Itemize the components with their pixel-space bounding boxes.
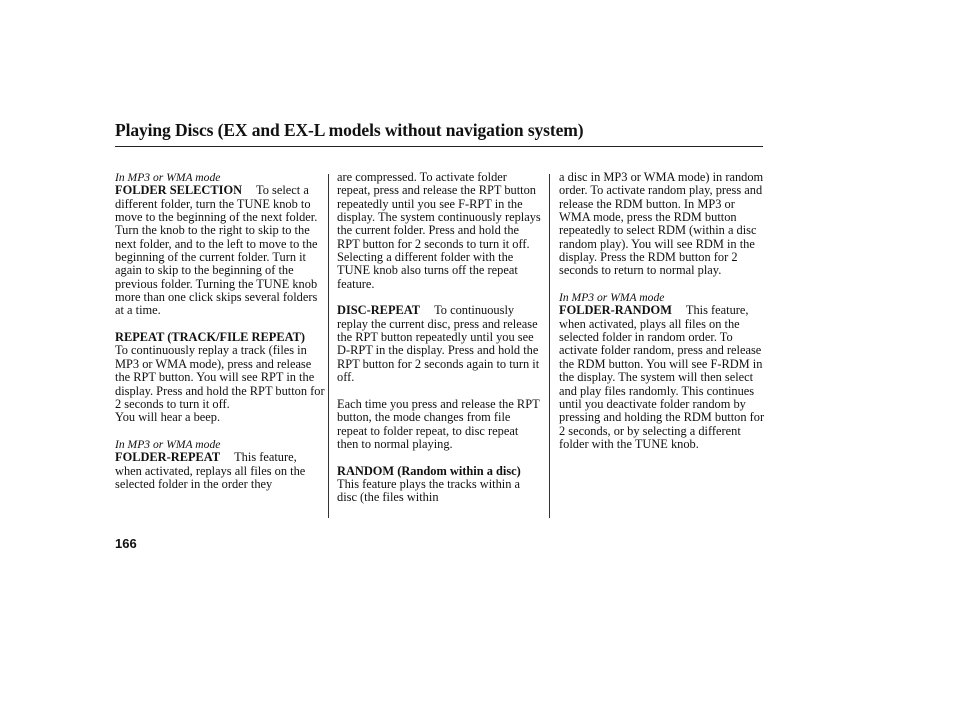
mode-label: In MP3 or WMA mode <box>115 437 221 451</box>
section-folder-repeat <box>115 438 325 491</box>
paragraph: are compressed. To activate folder repeat, press and release the RPT button repeatedly until you see F-RPT in the display. The system continuously replays the current folder. Press and hold the RPT button for 2 seconds to turn it off. Selecting a different folder with the TUNE knob also turns off the repeat feature. <box>337 170 541 291</box>
section-random <box>337 465 542 505</box>
paragraph: a disc in MP3 or WMA mode) in random order. To activate random play, press and release the RDM button. In MP3 or WMA mode, press the RDM button repeatedly to select RDM (within a disc random play). You will see RDM in the display. Press the RDM button for 2 seconds to return to normal play. <box>559 170 764 278</box>
section-heading: DISC-REPEAT <box>337 303 421 318</box>
mode-label: In MP3 or WMA mode <box>115 171 221 184</box>
section-folder-selection <box>115 171 325 318</box>
section-disc-repeat <box>337 304 542 384</box>
section-body: To continuously replay a track (files in MP3 or WMA mode), press and release the RPT button. You will see RPT in the display. Press and hold the RPT button for 2 seconds to turn it off. <box>115 343 325 411</box>
section-repeat <box>115 331 325 424</box>
section-heading: FOLDER SELECTION <box>115 183 243 198</box>
section-folder-random <box>559 291 765 451</box>
column-3 <box>559 171 765 465</box>
section-heading: FOLDER-REPEAT <box>115 450 221 465</box>
column-2 <box>337 171 542 518</box>
section-heading: REPEAT (TRACK/FILE REPEAT) <box>115 330 306 345</box>
section-body: This feature plays the tracks within a disc (the files within <box>337 476 521 505</box>
section-body: To select a different folder, turn the TUNE knob to move to the beginning of the next folder. Turn the knob to the right to skip to the next folder, and to the left to move to the beginning of the current folder. Turn it again to skip to the beginning of the previous folder. Turning the TUNE knob more than one click skips several folders at a time. <box>115 183 318 318</box>
section-body: This feature, when activated, plays all files on the selected folder in random order. To activate folder random, press and release the RDM button. You will see F-RDM in the display. The system will then select and play files randomly. This continues until you deactivate folder random by pressing and holding the RDM button for 2 seconds, or by selecting a different folder with the TUNE knob. <box>559 303 765 451</box>
section-body: To continuously replay the current disc, press and release the RPT button repeatedly until you see D-RPT in the display. Press and hold the RPT button for 2 seconds again to turn it off. <box>337 303 540 385</box>
column-divider-2 <box>549 174 550 518</box>
column-divider-1 <box>328 174 329 518</box>
section-heading: FOLDER-RANDOM <box>559 303 672 318</box>
paragraph: Each time you press and release the RPT button, the mode changes from file repeat to folder repeat, to disc repeat then to normal playing. <box>337 396 540 451</box>
page-number: 166 <box>115 536 137 551</box>
section-body-note: You will hear a beep. <box>115 410 221 425</box>
title-rule <box>115 146 763 147</box>
section-heading: RANDOM (Random within a disc) <box>337 463 521 478</box>
section-body: This feature, when activated, replays all files on the selected folder in the order they <box>115 450 306 491</box>
mode-label: In MP3 or WMA mode <box>559 291 665 305</box>
page-title: Playing Discs (EX and EX-L models without navigation system) <box>115 120 584 140</box>
column-1 <box>115 171 325 505</box>
